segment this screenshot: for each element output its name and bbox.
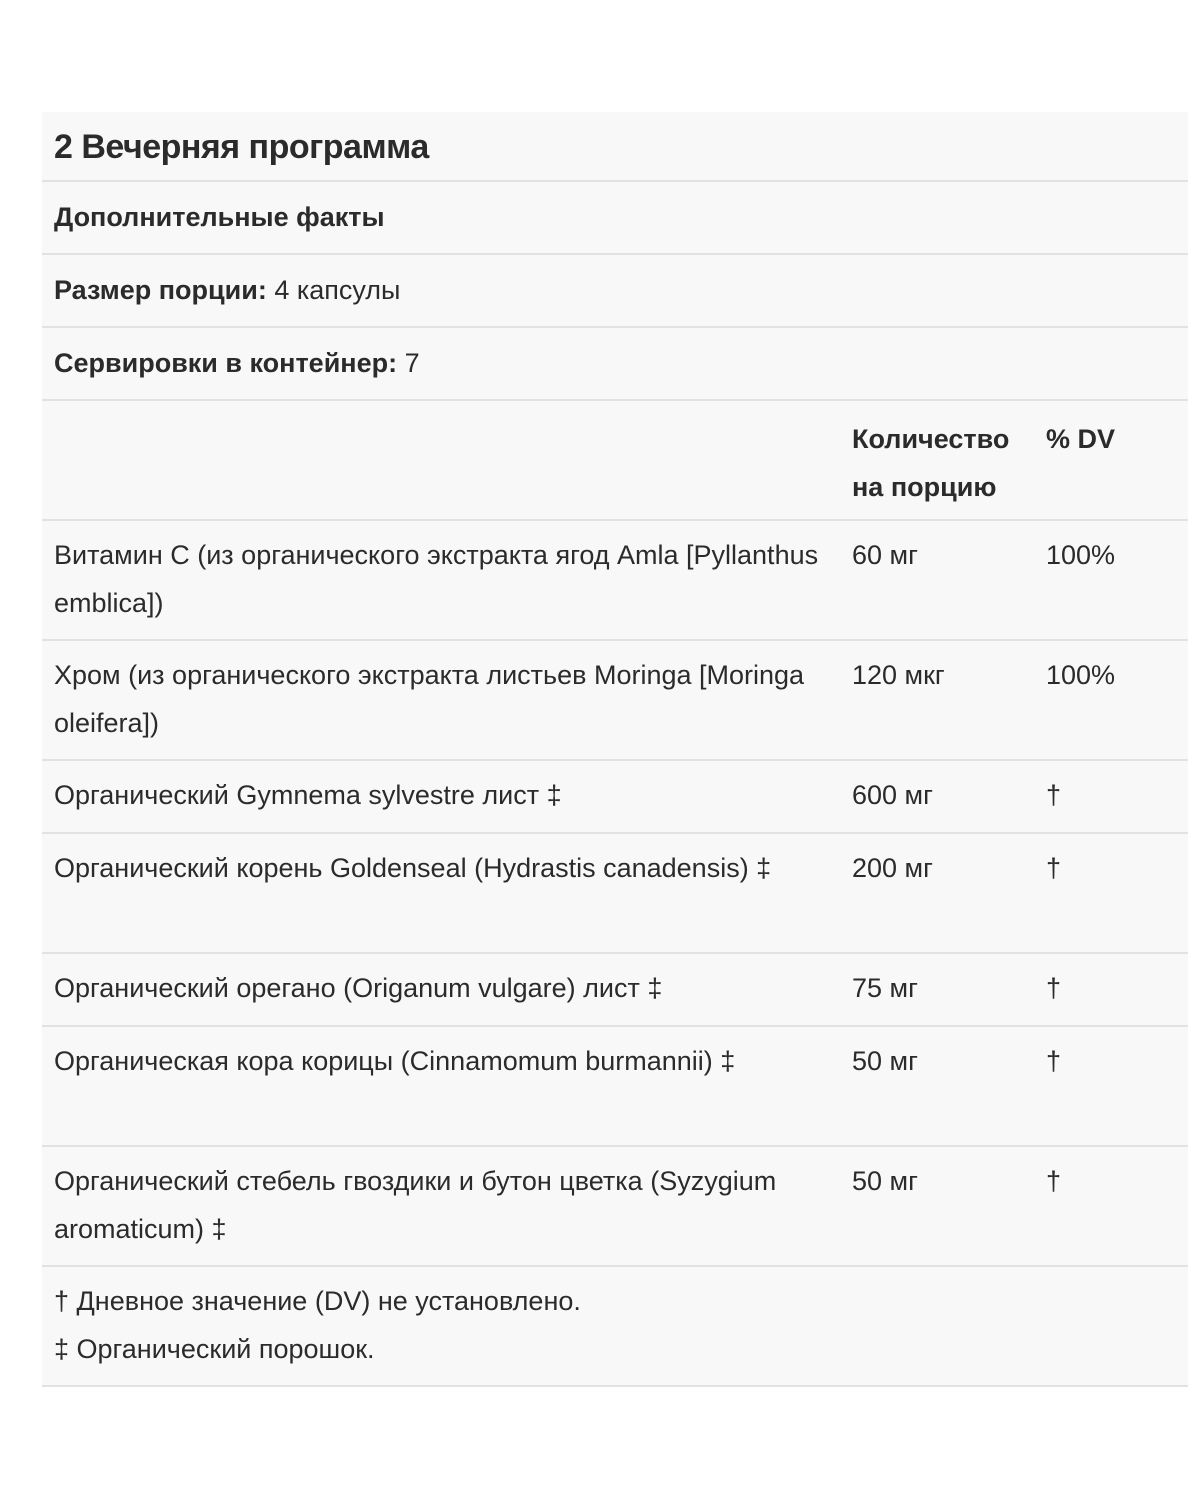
supplement-facts-panel <box>42 112 1188 1387</box>
ingredient-name: Витамин C (из органического экстракта ягод Amla [Pyllanthus emblica]) <box>54 540 819 618</box>
ingredient-name: Органический орегано (Origanum vulgare) лист ‡ <box>54 973 663 1003</box>
program-title: 2 Вечерняя программа <box>54 128 429 166</box>
ingredient-dv: 100% <box>1046 540 1116 570</box>
ingredient-amount: 60 мг <box>852 540 918 570</box>
ingredient-dv: 100% <box>1046 660 1116 690</box>
table-row <box>42 954 1188 1027</box>
ingredient-amount: 75 мг <box>852 973 918 1003</box>
ingredient-name: Органический корень Goldenseal (Hydrastis canadensis) ‡ <box>54 853 772 883</box>
ingredient-dv: † <box>1046 1046 1062 1076</box>
header-amount-line1: Количество <box>852 424 1010 454</box>
header-dv-cell <box>1034 401 1188 519</box>
ingredient-name: Хром (из органического экстракта листьев Moringa [Moringa oleifera]) <box>54 660 805 738</box>
ingredient-dv: † <box>1046 1166 1062 1196</box>
header-name-cell <box>42 401 840 519</box>
servings-per-container-row <box>42 328 1188 401</box>
table-row <box>42 1027 1188 1147</box>
header-amount-cell <box>840 401 1034 519</box>
footnote-double-dagger: ‡ Органический порошок. <box>54 1334 375 1364</box>
table-header-row <box>42 401 1188 521</box>
supplement-facts-row <box>42 182 1188 255</box>
ingredient-dv: † <box>1046 780 1062 810</box>
ingredient-amount: 50 мг <box>852 1166 918 1196</box>
supplement-facts-label: Дополнительные факты <box>54 202 385 232</box>
serving-size-value: 4 капсулы <box>266 275 401 305</box>
ingredient-amount: 600 мг <box>852 780 933 810</box>
ingredient-amount: 200 мг <box>852 853 933 883</box>
ingredient-amount: 50 мг <box>852 1046 918 1076</box>
footnote-dagger: † Дневное значение (DV) не установлено. <box>54 1286 581 1316</box>
servings-per-container-value: 7 <box>397 348 420 378</box>
program-title-row <box>42 112 1188 182</box>
serving-size-row <box>42 255 1188 328</box>
table-row <box>42 834 1188 954</box>
serving-size-label: Размер порции: <box>54 275 267 305</box>
header-amount-line2: на порцию <box>852 472 997 502</box>
table-row <box>42 761 1188 834</box>
servings-per-container-label: Сервировки в контейнер: <box>54 348 398 378</box>
table-row <box>42 641 1188 761</box>
ingredient-dv: † <box>1046 973 1062 1003</box>
ingredient-amount: 120 мкг <box>852 660 945 690</box>
footnotes-row <box>42 1267 1188 1387</box>
header-dv: % DV <box>1046 424 1116 454</box>
ingredient-name: Органическая кора корицы (Cinnamomum burmannii) ‡ <box>54 1046 736 1076</box>
ingredient-name: Органический Gymnema sylvestre лист ‡ <box>54 780 562 810</box>
ingredient-dv: † <box>1046 853 1062 883</box>
ingredient-name: Органический стебель гвоздики и бутон цветка (Syzygium aromaticum) ‡ <box>54 1166 777 1244</box>
table-row <box>42 1147 1188 1267</box>
table-row <box>42 521 1188 641</box>
